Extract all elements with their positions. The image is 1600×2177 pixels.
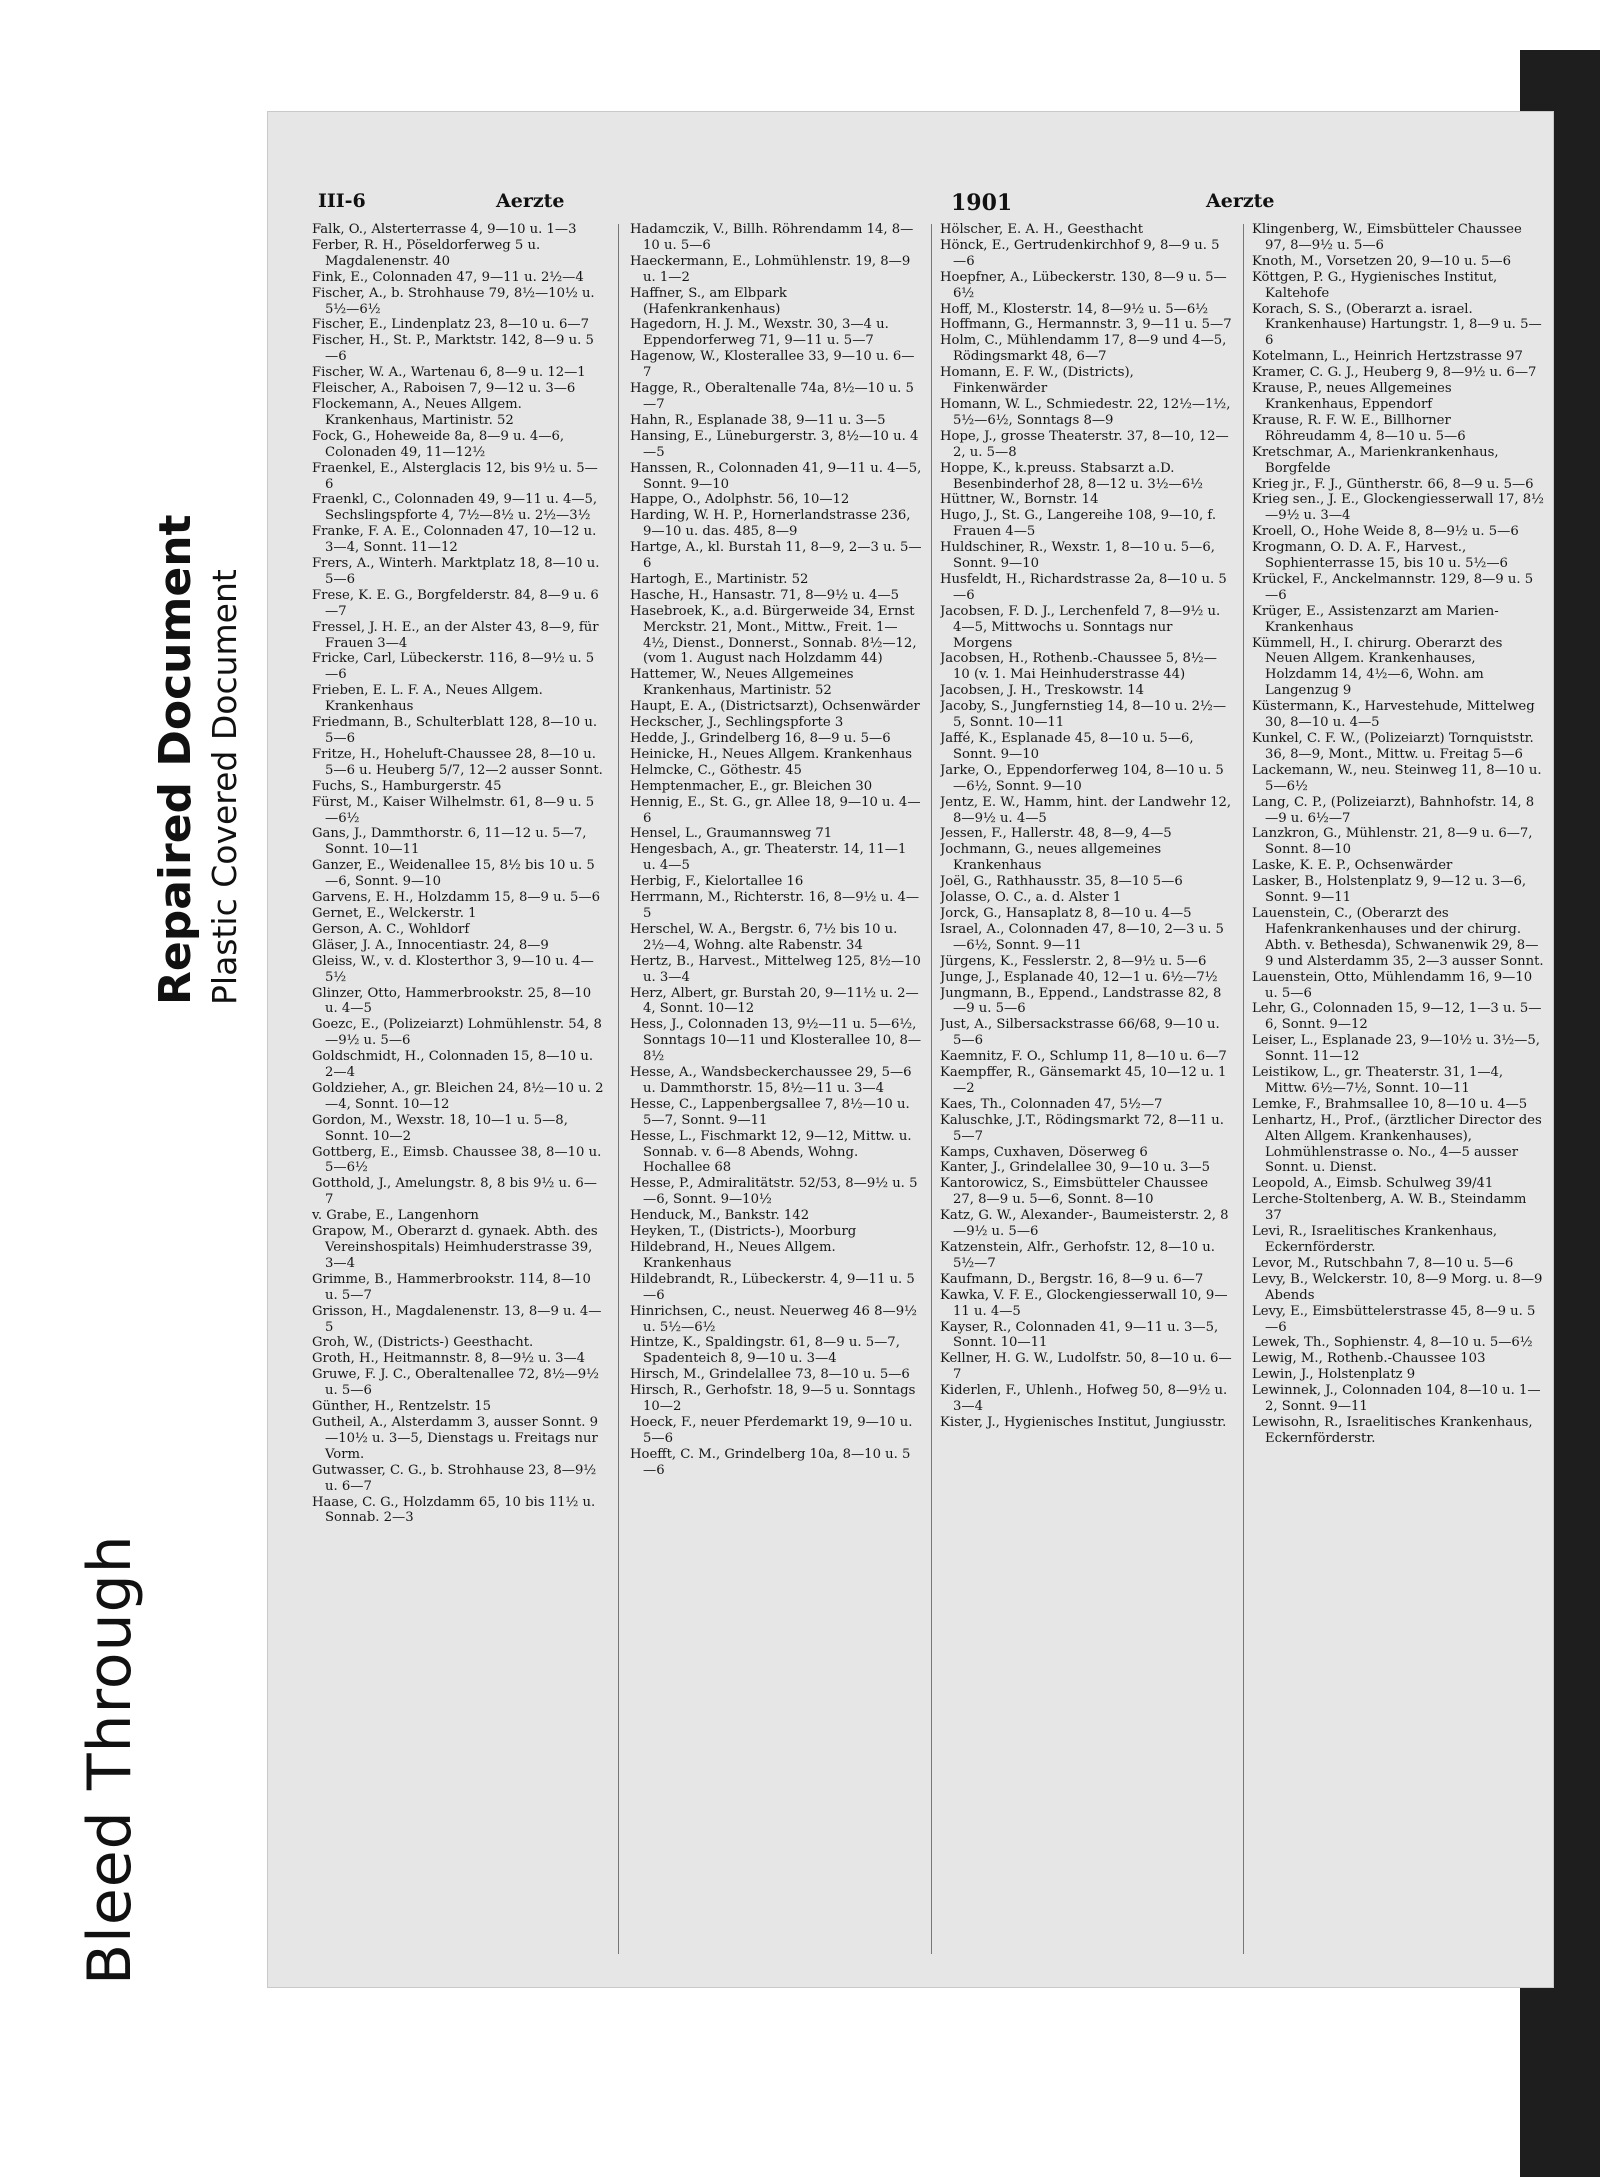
directory-entry: Haffner, S., am Elbpark (Hafenkrankenhaus) — [630, 285, 787, 317]
directory-entry: Laske, K. E. P., Ochsenwärder — [1252, 858, 1453, 874]
directory-entry: Junge, J., Esplanade 40, 12—1 u. 6½—7½ — [940, 969, 1218, 985]
directory-entry: Katz, G. W., Alexander-, Baumeisterstr. 2, 8—9½ u. 5—6 — [940, 1208, 1229, 1240]
directory-column-1 — [312, 222, 604, 1957]
directory-entry: Hengesbach, A., gr. Theaterstr. 14, 11—1 u. 4—5 — [630, 842, 907, 874]
directory-entry: Korach, S. S., (Oberarzt a. israel. Krankenhause) Hartungstr. 1, 8—9 u. 5—6 — [1252, 301, 1542, 349]
directory-entry: Hoepfner, A., Lübeckerstr. 130, 8—9 u. 5—6½ — [940, 269, 1227, 301]
directory-entry: Helmcke, C., Göthestr. 45 — [630, 762, 802, 778]
directory-entry: Garvens, E. H., Holzdamm 15, 8—9 u. 5—6 — [312, 890, 600, 906]
directory-entry: Jarke, O., Eppendorferweg 104, 8—10 u. 5—6½, Sonnt. 9—10 — [940, 762, 1224, 794]
directory-entry: Levi, R., Israelitisches Krankenhaus, Eckernförderstr. — [1252, 1224, 1498, 1255]
directory-entry: Kaempffer, R., Gänsemarkt 45, 10—12 u. 1—2 — [940, 1065, 1227, 1096]
directory-entry: Hinrichsen, C., neust. Neuerweg 46 8—9½ u. 5½—6½ — [630, 1303, 917, 1335]
directory-entry: Jungmann, B., Eppend., Landstrasse 82, 8—9 u. 5—6 — [940, 985, 1222, 1017]
directory-column-2 — [630, 222, 922, 1957]
directory-entry: Flockemann, A., Neues Allgem. Krankenhaus, Martinistr. 52 — [312, 396, 522, 428]
directory-entry: Hugo, J., St. G., Langereihe 108, 9—10, f. Frauen 4—5 — [940, 508, 1217, 540]
directory-entry: Günther, H., Rentzelstr. 15 — [312, 1399, 492, 1415]
directory-entry: Homann, E. F. W., (Districts), Finkenwärder — [940, 365, 1134, 397]
directory-entry: Gordon, M., Wexstr. 18, 10—1 u. 5—8, Sonnt. 10—2 — [312, 1112, 568, 1144]
directory-entry: Ferber, R. H., Pöseldorferweg 5 u. Magdalenenstr. 40 — [312, 237, 541, 269]
directory-entry: Harding, W. H. P., Hornerlandstrasse 236, 9—10 u. das. 485, 8—9 — [630, 508, 911, 540]
directory-entry: Krüger, E., Assistenzarzt am Marien-Krankenhaus — [1252, 603, 1499, 635]
directory-entry: Gernet, E., Welckerstr. 1 — [312, 905, 477, 921]
directory-entry: Jürgens, K., Fesslerstr. 2, 8—9½ u. 5—6 — [940, 953, 1207, 969]
directory-entry: Kaluschke, J.T., Rödingsmarkt 72, 8—11 u. 5—7 — [940, 1112, 1224, 1144]
directory-entry: Hanssen, R., Colonnaden 41, 9—11 u. 4—5, Sonnt. 9—10 — [630, 460, 922, 492]
directory-entry: Frieben, E. L. F. A., Neues Allgem. Krankenhaus — [312, 683, 543, 715]
directory-entry: Happe, O., Adolphstr. 56, 10—12 — [630, 492, 850, 508]
directory-entry: Kretschmar, A., Marienkrankenhaus, Borgfelde — [1252, 444, 1499, 476]
directory-entry: Kiderlen, F., Uhlenh., Hofweg 50, 8—9½ u. 3—4 — [940, 1383, 1228, 1415]
directory-column-3 — [940, 222, 1232, 1957]
directory-entry: Goldschmidt, H., Colonnaden 15, 8—10 u. 2—4 — [312, 1049, 594, 1081]
directory-entry: Fritze, H., Hoheluft-Chaussee 28, 8—10 u. 5—6 u. Heuberg 5/7, 12—2 ausser Sonnt. — [312, 746, 603, 778]
directory-entry: Hennig, E., St. G., gr. Allee 18, 9—10 u. 4—6 — [630, 794, 921, 826]
directory-entry: Lehr, G., Colonnaden 15, 9—12, 1—3 u. 5—6, Sonnt. 9—12 — [1252, 1001, 1542, 1033]
directory-entry: Hesse, A., Wandsbeckerchaussee 29, 5—6 u. Dammthorstr. 15, 8½—11 u. 3—4 — [630, 1065, 912, 1096]
directory-entry: Gruwe, F. J. C., Oberaltenallee 72, 8½—9½ u. 5—6 — [312, 1367, 599, 1399]
directory-entry: Lenhartz, H., Prof., (ärztlicher Director des Alten Allgem. Krankenhauses), Lohmühlenstrasse o. No., 4—5 ausser Sonnt. u. Dienst. — [1252, 1112, 1542, 1176]
directory-entry: Leiser, L., Esplanade 23, 9—10½ u. 3½—5, Sonnt. 11—12 — [1252, 1033, 1540, 1065]
directory-entry: Hertz, B., Harvest., Mittelweg 125, 8½—10 u. 3—4 — [630, 953, 921, 985]
directory-entry: Haase, C. G., Holzdamm 65, 10 bis 11½ u. Sonnab. 2—3 — [312, 1494, 596, 1526]
directory-entry: Kamps, Cuxhaven, Döserweg 6 — [940, 1144, 1148, 1160]
directory-entry: Hadamczik, V., Billh. Röhrendamm 14, 8—10 u. 5—6 — [630, 222, 914, 253]
directory-entry: Kümmell, H., I. chirurg. Oberarzt des Neuen Allgem. Krankenhauses, Holzdamm 14, 4½—6, Wohn. am Langenzug 9 — [1252, 635, 1503, 699]
directory-entry: Henduck, M., Bankstr. 142 — [630, 1208, 810, 1224]
directory-entry: Kantorowicz, S., Eimsbütteler Chaussee 27, 8—9 u. 5—6, Sonnt. 8—10 — [940, 1176, 1209, 1208]
directory-entry: Klingenberg, W., Eimsbütteler Chaussee 97, 8—9½ u. 5—6 — [1252, 222, 1522, 253]
directory-entry: Haupt, E. A., (Districtsarzt), Ochsenwärder — [630, 699, 920, 715]
directory-entry: Hagedorn, H. J. M., Wexstr. 30, 3—4 u. Eppendorferweg 71, 9—11 u. 5—7 — [630, 317, 889, 349]
directory-entry: Jentz, E. W., Hamm, hint. der Landwehr 12, 8—9½ u. 4—5 — [940, 794, 1232, 826]
directory-entry: Hoffmann, G., Hermannstr. 3, 9—11 u. 5—7 — [940, 317, 1232, 333]
directory-entry: Falk, O., Alsterterrasse 4, 9—10 u. 1—3 — [312, 222, 577, 237]
directory-entry: Kellner, H. G. W., Ludolfstr. 50, 8—10 u. 6—7 — [940, 1351, 1232, 1383]
directory-entry: Gerson, A. C., Wohldorf — [312, 921, 470, 937]
directory-entry: Kawka, V. F. E., Glockengiesserwall 10, 9—11 u. 4—5 — [940, 1287, 1228, 1319]
directory-entry: Grisson, H., Magdalenenstr. 13, 8—9 u. 4—5 — [312, 1303, 602, 1335]
directory-entry: Lasker, B., Holstenplatz 9, 9—12 u. 3—6, Sonnt. 9—11 — [1252, 874, 1527, 906]
directory-entry: Gleiss, W., v. d. Klosterthor 3, 9—10 u. 4—5½ — [312, 953, 594, 985]
directory-entry: Kanter, J., Grindelallee 30, 9—10 u. 3—5 — [940, 1160, 1211, 1176]
directory-column-4 — [1252, 222, 1544, 1957]
directory-entry: Kaes, Th., Colonnaden 47, 5½—7 — [940, 1096, 1163, 1112]
directory-entry: Kotelmann, L., Heinrich Hertzstrasse 97 — [1252, 349, 1523, 365]
directory-entry: Lewin, J., Holstenplatz 9 — [1252, 1367, 1416, 1383]
directory-entry: Knoth, M., Vorsetzen 20, 9—10 u. 5—6 — [1252, 253, 1511, 269]
year-heading: 1901 — [951, 190, 1013, 216]
directory-entry: Kayser, R., Colonnaden 41, 9—11 u. 3—5, Sonnt. 10—11 — [940, 1319, 1219, 1351]
directory-entry: Jacobsen, F. D. J., Lerchenfeld 7, 8—9½ u. 4—5, Mittwochs u. Sonntags nur Morgens — [940, 603, 1221, 651]
directory-entry: Homann, W. L., Schmiedestr. 22, 12½—1½, 5½—6½, Sonntags 8—9 — [940, 396, 1231, 428]
directory-entry: Hoppe, K., k.preuss. Stabsarzt a.D. Besenbinderhof 28, 8—12 u. 3½—6½ — [940, 460, 1203, 492]
directory-entry: Fischer, W. A., Wartenau 6, 8—9 u. 12—1 — [312, 365, 586, 381]
directory-page — [268, 112, 1553, 1987]
directory-entry: Hattemer, W., Neues Allgemeines Krankenhaus, Martinistr. 52 — [630, 667, 854, 699]
directory-entry: Lewig, M., Rothenb.-Chaussee 103 — [1252, 1351, 1486, 1367]
directory-entry: Haeckermann, E., Lohmühlenstr. 19, 8—9 u. 1—2 — [630, 253, 911, 285]
directory-entry: Hildebrand, H., Neues Allgem. Krankenhaus — [630, 1240, 836, 1271]
directory-entry: Jochmann, G., neues allgemeines Krankenhaus — [940, 842, 1162, 874]
directory-entry: Goldzieher, A., gr. Bleichen 24, 8½—10 u. 2—4, Sonnt. 10—12 — [312, 1080, 604, 1112]
directory-entry: Krieg jr., F. J., Güntherstr. 66, 8—9 u. 5—6 — [1252, 476, 1534, 492]
directory-entry: Hemptenmacher, E., gr. Bleichen 30 — [630, 778, 873, 794]
directory-entry: Krogmann, O. D. A. F., Harvest., Sophienterrasse 15, bis 10 u. 5½—6 — [1252, 540, 1508, 572]
directory-entry: Franke, F. A. E., Colonnaden 47, 10—12 u. 3—4, Sonnt. 11—12 — [312, 524, 597, 556]
directory-entry: Hahn, R., Esplanade 38, 9—11 u. 3—5 — [630, 412, 886, 428]
directory-entry: Fürst, M., Kaiser Wilhelmstr. 61, 8—9 u. 5—6½ — [312, 794, 595, 826]
directory-entry: Lewek, Th., Sophienstr. 4, 8—10 u. 5—6½ — [1252, 1335, 1533, 1351]
column-divider — [618, 224, 619, 1954]
directory-entry: Hintze, K., Spaldingstr. 61, 8—9 u. 5—7, Spadenteich 8, 9—10 u. 3—4 — [630, 1335, 900, 1367]
directory-entry: Kaemnitz, F. O., Schlump 11, 8—10 u. 6—7 — [940, 1049, 1227, 1065]
directory-entry: Köttgen, P. G., Hygienisches Institut, Kaltehofe — [1252, 269, 1498, 301]
directory-entry: Hesse, L., Fischmarkt 12, 9—12, Mittw. u. Sonnab. v. 6—8 Abends, Wohng. Hochallee 68 — [630, 1128, 912, 1176]
directory-entry: Hölscher, E. A. H., Geesthacht — [940, 222, 1144, 237]
directory-entry: Groth, H., Heitmannstr. 8, 8—9½ u. 3—4 — [312, 1351, 586, 1367]
directory-entry: Hansing, E., Lüneburgerstr. 3, 8½—10 u. 4—5 — [630, 428, 919, 460]
directory-entry: Lemke, F., Brahmsallee 10, 8—10 u. 4—5 — [1252, 1096, 1528, 1112]
directory-entry: Jacobsen, H., Rothenb.-Chaussee 5, 8½—10 (v. 1. Mai Heinhuderstrasse 44) — [940, 651, 1217, 683]
directory-entry: Hüttner, W., Bornstr. 14 — [940, 492, 1099, 508]
directory-entry: Hesse, C., Lappenbergsallee 7, 8½—10 u. 5—7, Sonnt. 9—11 — [630, 1096, 910, 1128]
page-number: III-6 — [318, 190, 366, 212]
directory-entry: Grimme, B., Hammerbrookstr. 114, 8—10 u. 5—7 — [312, 1271, 591, 1303]
directory-entry: Fischer, H., St. P., Marktstr. 142, 8—9 u. 5—6 — [312, 333, 594, 365]
column-divider — [931, 224, 932, 1954]
directory-entry: Friedmann, B., Schulterblatt 128, 8—10 u. 5—6 — [312, 715, 598, 746]
directory-entry: Hasebroek, K., a.d. Bürgerweide 34, Ernst Merckstr. 21, Mont., Mittw., Freit. 1—4½, Dienst., Donnerst., Sonnab. 8½—12, (vom 1. August nach Holzdamm 44) — [630, 603, 917, 667]
directory-entry: Fuchs, S., Hamburgerstr. 45 — [312, 778, 502, 794]
directory-entry: Heinicke, H., Neues Allgem. Krankenhaus — [630, 746, 912, 762]
directory-entry: Lauenstein, Otto, Mühlendamm 16, 9—10 u. 5—6 — [1252, 969, 1533, 1001]
directory-entry: Fischer, A., b. Strohhause 79, 8½—10½ u. 5½—6½ — [312, 285, 595, 317]
directory-entry: Holm, C., Mühlendamm 17, 8—9 und 4—5, Rödingsmarkt 48, 6—7 — [940, 333, 1227, 365]
directory-entry: Küstermann, K., Harvestehude, Mittelweg 30, 8—10 u. 4—5 — [1252, 699, 1535, 731]
directory-entry: Katzenstein, Alfr., Gerhofstr. 12, 8—10 u. 5½—7 — [940, 1240, 1215, 1271]
directory-entry: Fock, G., Hoheweide 8a, 8—9 u. 4—6, Colonaden 49, 11—12½ — [312, 428, 565, 460]
section-title-right: Aerzte — [1206, 190, 1275, 212]
directory-entry: Hirsch, R., Gerhofstr. 18, 9—5 u. Sonntags 10—2 — [630, 1383, 916, 1415]
directory-entry: Krückel, F., Anckelmannstr. 129, 8—9 u. 5—6 — [1252, 571, 1534, 603]
directory-entry: Kunkel, C. F. W., (Polizeiarzt) Tornquiststr. 36, 8—9, Mont., Mittw. u. Freitag 5—6 — [1252, 731, 1534, 762]
directory-entry: Fleischer, A., Raboisen 7, 9—12 u. 3—6 — [312, 381, 576, 397]
directory-entry: Fischer, E., Lindenplatz 23, 8—10 u. 6—7 — [312, 317, 589, 333]
directory-entry: Herschel, W. A., Bergstr. 6, 7½ bis 10 u. 2½—4, Wohng. alte Rabenstr. 34 — [630, 921, 898, 953]
directory-entry: Gutheil, A., Alsterdamm 3, ausser Sonnt. 9—10½ u. 3—5, Dienstags u. Freitags nur Vorm. — [312, 1414, 598, 1462]
directory-entry: Krause, P., neues Allgemeines Krankenhaus, Eppendorf — [1252, 381, 1452, 412]
directory-entry: Groh, W., (Districts-) Geesthacht. — [312, 1335, 534, 1351]
directory-entry: Glinzer, Otto, Hammerbrookstr. 25, 8—10 u. 4—5 — [312, 985, 592, 1017]
directory-entry: Fraenkel, E., Alsterglacis 12, bis 9½ u. 5—6 — [312, 460, 598, 492]
directory-entry: Lang, C. P., (Polizeiarzt), Bahnhofstr. 14, 8—9 u. 6½—7 — [1252, 794, 1535, 826]
directory-entry: Huldschiner, R., Wexstr. 1, 8—10 u. 5—6, Sonnt. 9—10 — [940, 540, 1215, 572]
directory-entry: Kramer, C. G. J., Heuberg 9, 8—9½ u. 6—7 — [1252, 365, 1537, 381]
directory-entry: Lackemann, W., neu. Steinweg 11, 8—10 u. 5—6½ — [1252, 762, 1542, 794]
directory-entry: Hagenow, W., Klosterallee 33, 9—10 u. 6—7 — [630, 349, 915, 381]
directory-entry: Hess, J., Colonnaden 13, 9½—11 u. 5—6½, Sonntags 10—11 und Klosterallee 10, 8—8½ — [630, 1017, 922, 1065]
directory-entry: Jorck, G., Hansaplatz 8, 8—10 u. 4—5 — [940, 905, 1192, 921]
directory-entry: Lewisohn, R., Israelitisches Krankenhaus, Eckernförderstr. — [1252, 1414, 1533, 1446]
directory-entry: Gläser, J. A., Innocentiastr. 24, 8—9 — [312, 937, 549, 953]
directory-entry: Levy, B., Welckerstr. 10, 8—9 Morg. u. 8—9 Abends — [1252, 1271, 1543, 1303]
directory-entry: Hedde, J., Grindelberg 16, 8—9 u. 5—6 — [630, 731, 891, 746]
bleed-through-label: Bleed Through — [75, 1534, 145, 1985]
directory-entry: Fraenkl, C., Colonnaden 49, 9—11 u. 4—5, Sechslingspforte 4, 7½—8½ u. 2½—3½ — [312, 492, 598, 524]
directory-entry: Kaufmann, D., Bergstr. 16, 8—9 u. 6—7 — [940, 1271, 1204, 1287]
directory-entry: Krieg sen., J. E., Glockengiesserwall 17, 8½—9½ u. 3—4 — [1252, 492, 1544, 524]
directory-entry: Fressel, J. H. E., an der Alster 43, 8—9, für Frauen 3—4 — [312, 619, 599, 651]
directory-entry: Hoeck, F., neuer Pferdemarkt 19, 9—10 u. 5—6 — [630, 1414, 913, 1446]
directory-entry: Lauenstein, C., (Oberarzt des Hafenkrankenhauses und der chirurg. Abth. v. Bethesda), Schwanenwik 29, 8—9 und Alsterdamm 35, 2—3 ausser Sonnt. — [1252, 905, 1544, 969]
directory-entry: Gotthold, J., Amelungstr. 8, 8 bis 9½ u. 6—7 — [312, 1176, 597, 1208]
directory-entry: Hönck, E., Gertrudenkirchhof 9, 8—9 u. 5—6 — [940, 237, 1220, 269]
directory-entry: Heyken, T., (Districts-), Moorburg — [630, 1224, 857, 1240]
directory-entry: Jolasse, O. C., a. d. Alster 1 — [940, 890, 1122, 906]
directory-entry: Herz, Albert, gr. Burstah 20, 9—11½ u. 2—4, Sonnt. 10—12 — [630, 985, 919, 1017]
directory-entry: Herbig, F., Kielortallee 16 — [630, 874, 804, 890]
plastic-covered-label: Plastic Covered Document — [205, 569, 244, 1005]
directory-entry: Leopold, A., Eimsb. Schulweg 39/41 — [1252, 1176, 1494, 1192]
directory-entry: Hoff, M., Klosterstr. 14, 8—9½ u. 5—6½ — [940, 301, 1209, 317]
directory-entry: Leistikow, L., gr. Theaterstr. 31, 1—4, Mittw. 6½—7½, Sonnt. 10—11 — [1252, 1065, 1504, 1096]
directory-entry: Hirsch, M., Grindelallee 73, 8—10 u. 5—6 — [630, 1367, 910, 1383]
directory-entry: v. Grabe, E., Langenhorn — [312, 1208, 479, 1224]
directory-entry: Jacobsen, J. H., Treskowstr. 14 — [940, 683, 1145, 699]
directory-entry: Joël, G., Rathhausstr. 35, 8—10 5—6 — [940, 874, 1183, 890]
directory-entry: Hartge, A., kl. Burstah 11, 8—9, 2—3 u. 5—6 — [630, 540, 922, 572]
directory-entry: Kroell, O., Hohe Weide 8, 8—9½ u. 5—6 — [1252, 524, 1519, 540]
directory-entry: Just, A., Silbersackstrasse 66/68, 9—10 u. 5—6 — [940, 1017, 1220, 1049]
directory-entry: Goezc, E., (Polizeiarzt) Lohmühlenstr. 54, 8—9½ u. 5—6 — [312, 1017, 602, 1049]
directory-entry: Levor, M., Rutschbahn 7, 8—10 u. 5—6 — [1252, 1255, 1514, 1271]
directory-entry: Hildebrandt, R., Lübeckerstr. 4, 9—11 u. 5—6 — [630, 1271, 915, 1303]
directory-entry: Hesse, P., Admiralitätstr. 52/53, 8—9½ u. 5—6, Sonnt. 9—10½ — [630, 1176, 918, 1208]
directory-entry: Ganzer, E., Weidenallee 15, 8½ bis 10 u. 5—6, Sonnt. 9—10 — [312, 858, 595, 890]
directory-entry: Hagge, R., Oberaltenalle 74a, 8½—10 u. 5—7 — [630, 381, 914, 412]
directory-entry: Hensel, L., Graumannsweg 71 — [630, 826, 833, 842]
directory-entry: Israel, A., Colonnaden 47, 8—10, 2—3 u. 5—6½, Sonnt. 9—11 — [940, 921, 1224, 953]
directory-entry: Jessen, F., Hallerstr. 48, 8—9, 4—5 — [940, 826, 1172, 842]
directory-entry: Hoefft, C. M., Grindelberg 10a, 8—10 u. 5—6 — [630, 1446, 911, 1478]
directory-entry: Frese, K. E. G., Borgfelderstr. 84, 8—9 u. 6—7 — [312, 587, 599, 619]
directory-entry: Herrmann, M., Richterstr. 16, 8—9½ u. 4—5 — [630, 890, 920, 921]
directory-entry: Hartogh, E., Martinistr. 52 — [630, 571, 809, 587]
directory-entry: Jacoby, S., Jungfernstieg 14, 8—10 u. 2½—5, Sonnt. 10—11 — [940, 699, 1227, 731]
directory-entry: Gans, J., Dammthorstr. 6, 11—12 u. 5—7, Sonnt. 10—11 — [312, 826, 587, 858]
directory-entry: Frers, A., Winterh. Marktplatz 18, 8—10 u. 5—6 — [312, 556, 600, 587]
directory-entry: Lanzkron, G., Mühlenstr. 21, 8—9 u. 6—7, Sonnt. 8—10 — [1252, 826, 1533, 858]
directory-entry: Gutwasser, C. G., b. Strohhause 23, 8—9½ u. 6—7 — [312, 1462, 597, 1494]
directory-entry: Gottberg, E., Eimsb. Chaussee 38, 8—10 u. 5—6½ — [312, 1144, 602, 1176]
directory-entry: Fink, E., Colonnaden 47, 9—11 u. 2½—4 — [312, 269, 584, 285]
directory-entry: Jaffé, K., Esplanade 45, 8—10 u. 5—6, Sonnt. 9—10 — [940, 731, 1194, 762]
directory-entry: Lerche-Stoltenberg, A. W. B., Steindamm 37 — [1252, 1192, 1527, 1224]
directory-entry: Levy, E., Eimsbüttelerstrasse 45, 8—9 u. 5—6 — [1252, 1303, 1536, 1335]
directory-entry: Hasche, H., Hansastr. 71, 8—9½ u. 4—5 — [630, 587, 900, 603]
directory-entry: Grapow, M., Oberarzt d. gynaek. Abth. des Vereinshospitals) Heimhuderstrasse 39, 3—4 — [312, 1224, 598, 1271]
directory-entry: Fricke, Carl, Lübeckerstr. 116, 8—9½ u. 5—6 — [312, 651, 595, 683]
column-divider — [1243, 224, 1244, 1954]
directory-entry: Hope, J., grosse Theaterstr. 37, 8—10, 12—2, u. 5—8 — [940, 428, 1229, 460]
directory-entry: Kister, J., Hygienisches Institut, Jungiusstr. — [940, 1414, 1227, 1430]
section-title-left: Aerzte — [496, 190, 565, 212]
directory-entry: Lewinnek, J., Colonnaden 104, 8—10 u. 1—2, Sonnt. 9—11 — [1252, 1383, 1541, 1415]
directory-entry: Husfeldt, H., Richardstrasse 2a, 8—10 u. 5—6 — [940, 571, 1227, 603]
page-header — [318, 190, 1493, 220]
repaired-document-label: Repaired Document — [150, 514, 201, 1005]
directory-entry: Krause, R. F. W. E., Billhorner Röhreudamm 4, 8—10 u. 5—6 — [1252, 412, 1466, 444]
directory-entry: Heckscher, J., Sechlingspforte 3 — [630, 715, 844, 731]
